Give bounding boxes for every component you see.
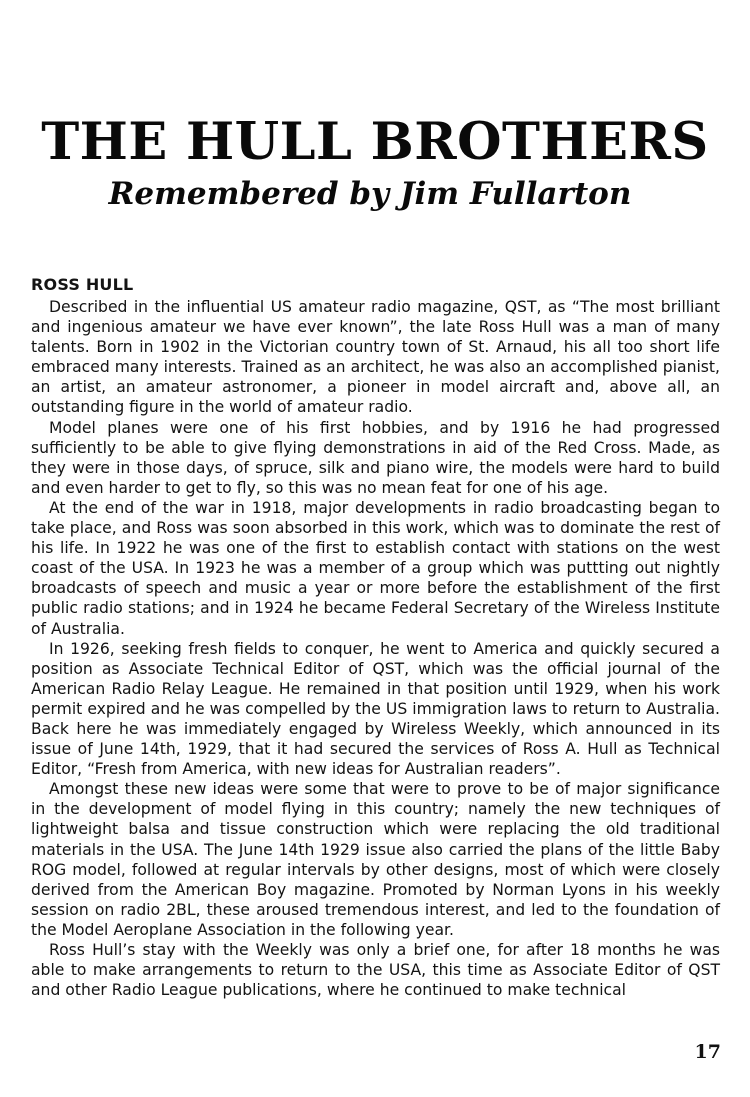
- article-byline: Remembered by Jim Fullarton: [108, 176, 632, 212]
- paragraph: Amongst these new ideas were some that were to prove to be of major significance in the development of model flying in this country; namely the new techniques of lightweight balsa and tissue construction which were replacing the old traditional materials in the USA. The June 14th 1929 issue also carried the plans of the little Baby ROG model, followed at regular intervals by other designs, most of which were closely derived from the American Boy magazine. Promoted by Norman Lyons in his weekly session on radio 2BL, these aroused tremendous interest, and led to the foundation of the Model Aeroplane Association in the following year.: [31, 780, 720, 939]
- article-title: THE HULL BROTHERS: [41, 112, 709, 172]
- paragraph: Ross Hull’s stay with the Weekly was only a brief one, for after 18 months he was able to make arrangements to return to the USA, this time as Associate Editor of QST and other Radio League publications, where he continued to make technical: [31, 941, 720, 1000]
- section-heading-ross-hull: ROSS HULL: [31, 275, 134, 294]
- page-number: 17: [694, 1041, 721, 1063]
- paragraph: In 1926, seeking fresh fields to conquer, he went to America and quickly secured a position as Associate Technical Editor of QST, which was the official journal of the American Radio Relay League. He remained in that position until 1929, when his work permit expired and he was compelled by the US immigration laws to return to Australia. Back here he was immediately engaged by Wireless Weekly, which announced in its issue of June 14th, 1929, that it had secured the services of Ross A. Hull as Technical Editor, “Fresh from America, with new ideas for Australian readers”.: [31, 639, 720, 779]
- paragraph: Model planes were one of his first hobbies, and by 1916 he had progressed sufficiently to be able to give flying demonstrations in aid of the Red Cross. Made, as they were in those days, of spruce, silk and piano wire, the models were hard to build and even harder to get to fly, so this was no mean feat for one of his age.: [31, 418, 720, 497]
- article-body: [31, 273, 720, 1000]
- paragraph: At the end of the war in 1918, major developments in radio broadcasting began to take place, and Ross was soon absorbed in this work, which was to dominate the rest of his life. In 1922 he was one of the first to establish contact with stations on the west coast of the USA. In 1923 he was a member of a group which was puttting out nightly broadcasts of speech and music a year or more before the establishment of the first public radio stations; and in 1924 he became Federal Secretary of the Wireless Institute of Australia.: [31, 498, 720, 638]
- paragraph: Described in the influential US amateur radio magazine, QST, as “The most brilliant and ingenious amateur we have ever known”, the late Ross Hull was a man of many talents. Born in 1902 in the Victorian country town of St. Arnaud, his all too short life embraced many interests. Trained as an architect, he was also an accomplished pianist, an artist, an amateur astronomer, a pioneer in model aircraft and, above all, an outstanding figure in the world of amateur radio.: [31, 298, 720, 417]
